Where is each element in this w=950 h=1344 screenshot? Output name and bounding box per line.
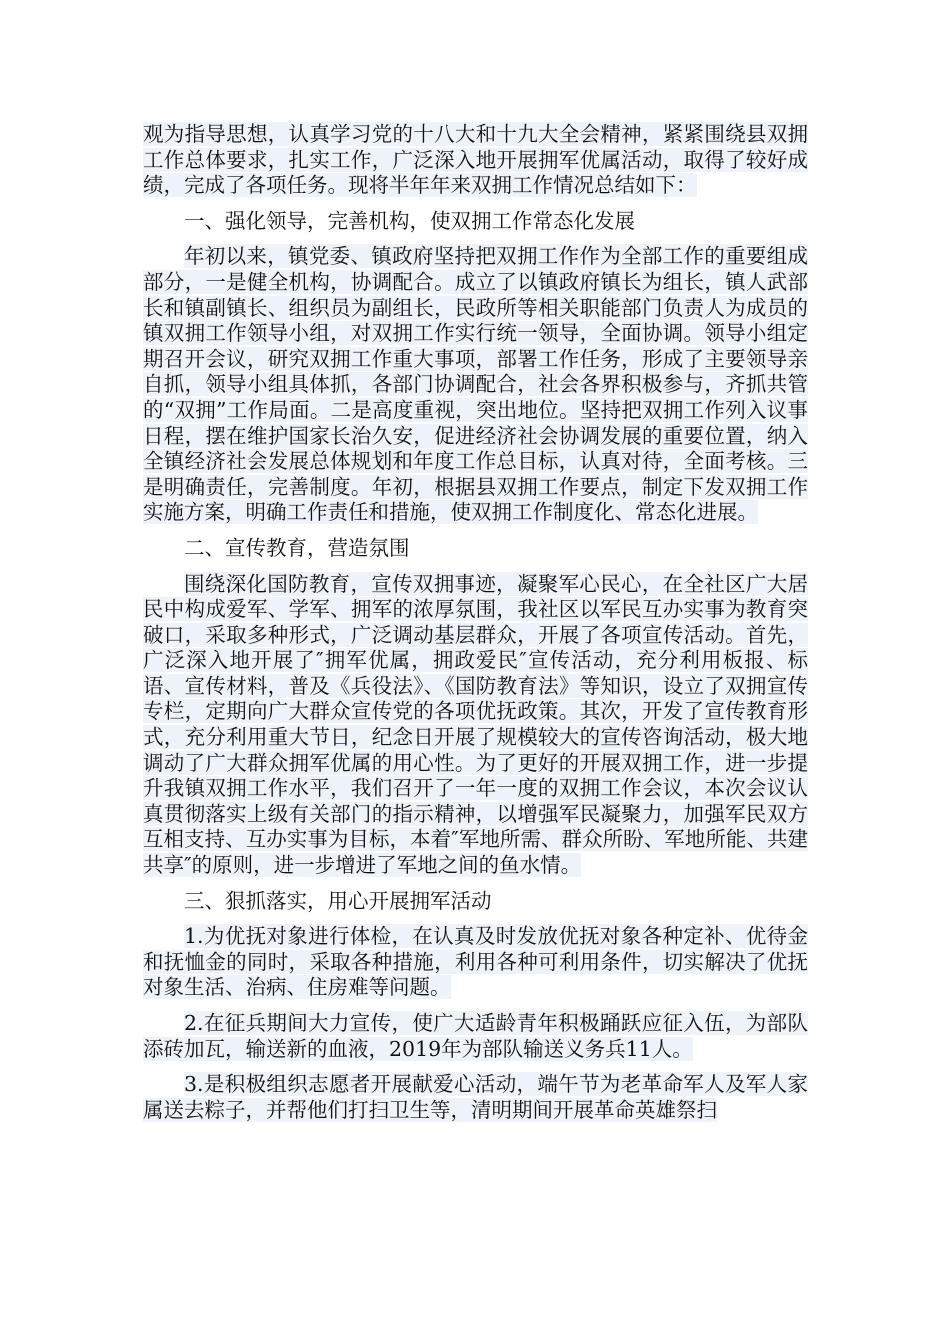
list-item-2-text: 2.在征兵期间大力宣传，使广大适龄青年积极踊跃应征入伍，为部队添砖加瓦，输送新的血液，2019年为部队输送义务兵11人。	[143, 1011, 808, 1061]
list-item-1-text: 1.为优抚对象进行体检，在认真及时发放优抚对象各种定补、优待金和抚恤金的同时，采取各种措施，利用各种可利用条件，切实解决了优抚对象生活、治病、住房难等问题。	[143, 924, 808, 1000]
list-item-1	[143, 924, 808, 1001]
list-item-3-text: 3.是积极组织志愿者开展献爱心活动，端午节为老革命军人及军人家属送去粽子，并帮他们打扫卫生等，清明期间开展革命英雄祭扫	[143, 1072, 808, 1122]
body-paragraph-1-text: 年初以来，镇党委、镇政府坚持把双拥工作作为全部工作的重要组成部分，一是健全机构，协调配合。成立了以镇政府镇长为组长，镇人武部长和镇副镇长、组织员为副组长，民政所等相关职能部门负责人为成员的镇双拥工作领导小组，对双拥工作实行统一领导，全面协调。领导小组定期召开会议，研究双拥工作重大事项，部署工作任务，形成了主要领导亲自抓，领导小组具体抓，各部门协调配合，社会各界积极参与，齐抓共管的“双拥”工作局面。二是高度重视，突出地位。坚持把双拥工作列入议事日程，摆在维护国家长治久安，促进经济社会协调发展的重要位置，纳入全镇经济社会发展总体规划和年度工作总目标，认真对待，全面考核。三是明确责任，完善制度。年初，根据县双拥工作要点，制定下发双拥工作实施方案，明确工作责任和措施，使双拥工作制度化、常态化进展。	[143, 244, 808, 525]
list-item-2	[143, 1011, 808, 1062]
section-heading-3-text: 三、狠抓落实，用心开展拥军活动	[184, 888, 492, 913]
section-heading-2	[143, 536, 808, 562]
body-paragraph-1	[143, 244, 808, 526]
section-heading-2-text: 二、宣传教育，营造氛围	[184, 535, 410, 560]
list-item-3	[143, 1072, 808, 1123]
section-heading-1	[143, 209, 808, 235]
section-heading-3	[143, 889, 808, 915]
body-paragraph-2-text: 围绕深化国防教育，宣传双拥事迹，凝聚军心民心，在全社区广大居民中构成爱军、学军、拥军的浓厚氛围，我社区以军民互办实事为教育突破口，采取多种形式，广泛调动基层群众，开展了各项宣传活动。首先，广泛深入地开展了″拥军优属，拥政爱民″宣传活动，充分利用板报、标语、宣传材料，普及《兵役法》、《国防教育法》等知识，设立了双拥宣传专栏，定期向广大群众宣传党的各项优抚政策。其次，开发了宣传教育形式，充分利用重大节日，纪念日开展了规模较大的宣传咨询活动，极大地调动了广大群众拥军优属的用心性。为了更好的开展双拥工作，进一步提升我镇双拥工作水平，我们召开了一年一度的双拥工作会议，本次会议认真贯彻落实上级有关部门的指示精神，以增强军民凝聚力，加强军民双方互相支持、互办实事为目标，本着″军地所需、群众所盼、军地所能、共建共享″的原则，进一步增进了军地之间的鱼水情。	[143, 571, 808, 878]
body-paragraph-2	[143, 572, 808, 879]
section-heading-1-text: 一、强化领导，完善机构，使双拥工作常态化发展	[184, 208, 635, 233]
intro-paragraph	[143, 122, 808, 199]
intro-text: 观为指导思想，认真学习党的十八大和十九大全会精神，紧紧围绕县双拥工作总体要求，扎实工作，广泛深入地开展拥军优属活动，取得了较好成绩，完成了各项任务。现将半年年来双拥工作情况总结如下：	[143, 122, 808, 198]
document-page	[143, 122, 808, 1123]
